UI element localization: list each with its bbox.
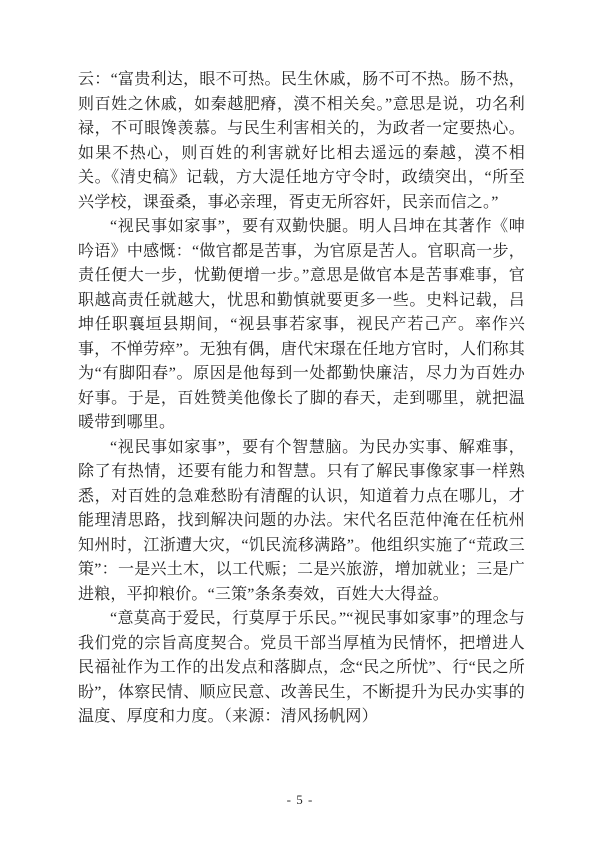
- paragraph-2: “视民事如家事”，要有双勤快腿。明人吕坤在其著作《呻吟语》中感慨：“做官都是苦事，为官原是苦人。官职高一步，责任便大一步，忧勤便增一步。”意思是做官本是苦事难事，官职越高责任就越大，忧思和勤慎就要更多一些。史料记载，吕坤任职襄垣县期间，“视县事若家事，视民产若己产。率作兴事，不惮劳瘁”。无独有偶，唐代宋璟在任地方官时，人们称其为“有脚阳春”。原因是他每到一处都勤快廉洁，尽力为百姓办好事。于是，百姓赞美他像长了脚的春天，走到哪里，就把温暖带到哪里。: [78, 218, 525, 431]
- paragraph-3: “视民事如家事”，要有个智慧脑。为民办实事、解难事，除了有热情，还要有能力和智慧。只有了解民事像家事一样熟悉，对百姓的急难愁盼有清醒的认识，知道着力点在哪儿，才能理清思路，找到解决问题的办法。宋代名臣范仲淹在任杭州知州时，江浙遭大灾，“饥民流移满路”。他组织实施了“荒政三策”：一是兴土木，以工代赈；二是兴旅游，增加就业；三是广进粮，平抑粮价。“三策”条条奏效，百姓大大得益。: [78, 438, 525, 603]
- paragraph-1: 云：“富贵利达，眼不可热。民生休戚，肠不可不热。肠不热，则百姓之休戚，如秦越肥瘠，漠不相关矣。”意思是说，功名利禄，不可眼馋羡慕。与民生利害相关的，为政者一定要热心。如果不热心，则百姓的利害就好比相去遥远的秦越，漠不相关。《清史稿》记载，方大湜任地方守令时，政绩突出，“所至兴学校，课蚕桑，事必亲理，胥吏无所容奸，民亲而信之。”: [78, 71, 525, 211]
- body-text-block: [78, 68, 525, 730]
- paragraph-4: “意莫高于爱民，行莫厚于乐民。”“视民事如家事”的理念与我们党的宗旨高度契合。党员干部当厚植为民情怀，把增进人民福祉作为工作的出发点和落脚点，念“民之所忧”、行“民之所盼”，体察民情、顺应民意、改善民生，不断提升为民办实事的温度、厚度和力度。（来源：清风扬帆网）: [78, 610, 525, 725]
- page-number: - 5 -: [286, 792, 314, 807]
